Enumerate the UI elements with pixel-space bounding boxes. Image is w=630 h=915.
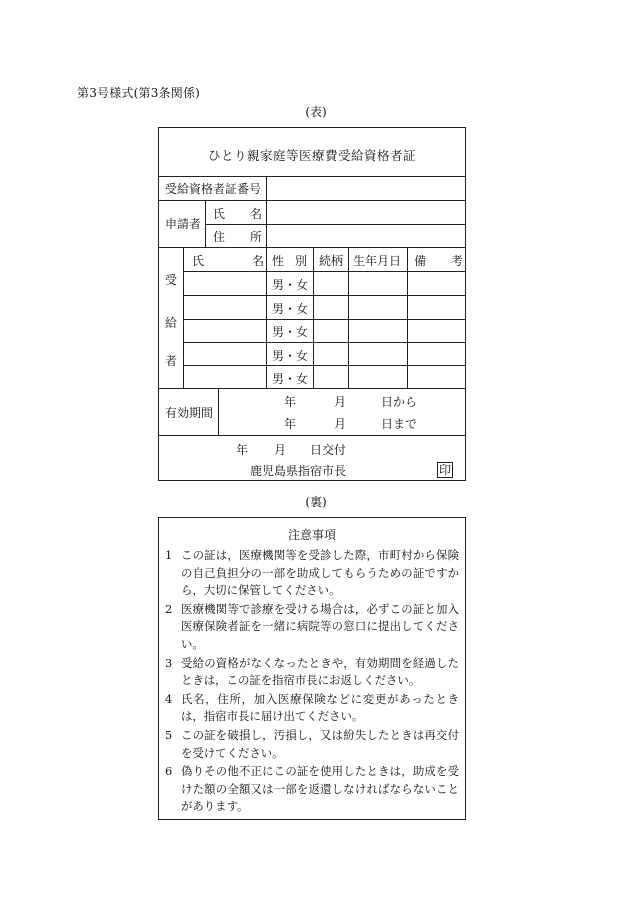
recipient-row-gender: 男・女 xyxy=(272,278,309,292)
notice-item: 2 医療機関等で診療を受ける場合は，必ずこの証と加入医療保険者証を一緒に病院等の窓口に提出してください。 xyxy=(165,601,459,651)
validity-label: 有効期間 xyxy=(165,406,214,420)
front-side-label: (表) xyxy=(305,105,327,119)
recipient-label-char-3: 者 xyxy=(165,354,178,368)
official-seal-mark: 印 xyxy=(438,463,451,477)
recipient-row-gender: 男・女 xyxy=(272,349,309,363)
issue-day: 日交付 xyxy=(310,443,347,457)
applicant-address-label-2: 所 xyxy=(250,230,263,244)
column-name-1: 氏 xyxy=(192,254,205,268)
applicant-name-label-2: 名 xyxy=(250,207,263,221)
recipient-row-gender: 男・女 xyxy=(272,302,309,316)
back-side-label: (裏) xyxy=(305,495,327,509)
column-relation: 続柄 xyxy=(319,254,344,268)
front-certificate xyxy=(158,127,466,481)
column-gender-2: 別 xyxy=(295,254,308,268)
recipient-row-gender: 男・女 xyxy=(272,372,309,386)
validity-to-month: 月 xyxy=(334,417,347,431)
notice-item: 1 この証は，医療機関等を受診した際，市町村から保険の自己負担分の一部を助成してもらうための証ですから，大切に保管してください。 xyxy=(165,548,459,598)
certificate-title: ひとり親家庭等医療費受給資格者証 xyxy=(207,148,416,163)
recipient-row-gender: 男・女 xyxy=(272,325,309,339)
validity-from-year: 年 xyxy=(284,395,297,409)
column-name-2: 名 xyxy=(252,254,265,268)
certificate-number-label: 受給資格者証番号 xyxy=(165,182,262,196)
back-notice-box xyxy=(158,517,466,820)
notice-list xyxy=(165,547,459,816)
notice-item: 4 氏名，住所，加入医療保険などに変更があったときは，指宿市長に届け出てください。 xyxy=(165,691,459,724)
notice-item: 6 偽りその他不正にこの証を使用したときは，助成を受けた額の全額又は一部を返還しなければならないことがあります。 xyxy=(165,764,459,814)
validity-to-day: 日まで xyxy=(381,417,418,431)
column-gender-1: 性 xyxy=(272,254,285,268)
column-remarks-1: 備 xyxy=(414,254,427,268)
form-heading: 第3号様式(第3条関係) xyxy=(77,86,201,100)
applicant-label: 申請者 xyxy=(165,217,202,231)
column-birthdate: 生年月日 xyxy=(353,254,402,268)
issue-year: 年 xyxy=(236,443,249,457)
notice-item: 5 この証を破損し，汚損し，又は紛失したときは再交付を受けてください。 xyxy=(165,727,459,760)
recipient-label-char-2: 給 xyxy=(165,316,178,330)
issue-month: 月 xyxy=(274,443,287,457)
validity-to-year: 年 xyxy=(284,417,297,431)
recipient-label-char-1: 受 xyxy=(165,273,178,287)
column-remarks-2: 考 xyxy=(451,254,464,268)
notice-title: 注意事項 xyxy=(287,528,336,542)
validity-from-month: 月 xyxy=(334,395,347,409)
notice-item: 3 受給の資格がなくなったときや，有効期間を経過したときは，この証を指宿市長にお返しください。 xyxy=(165,655,459,688)
applicant-name-label-1: 氏 xyxy=(213,207,226,221)
validity-from-day: 日から xyxy=(381,395,418,409)
applicant-address-label-1: 住 xyxy=(213,230,226,244)
issuer-name: 鹿児島県指宿市長 xyxy=(250,464,347,478)
